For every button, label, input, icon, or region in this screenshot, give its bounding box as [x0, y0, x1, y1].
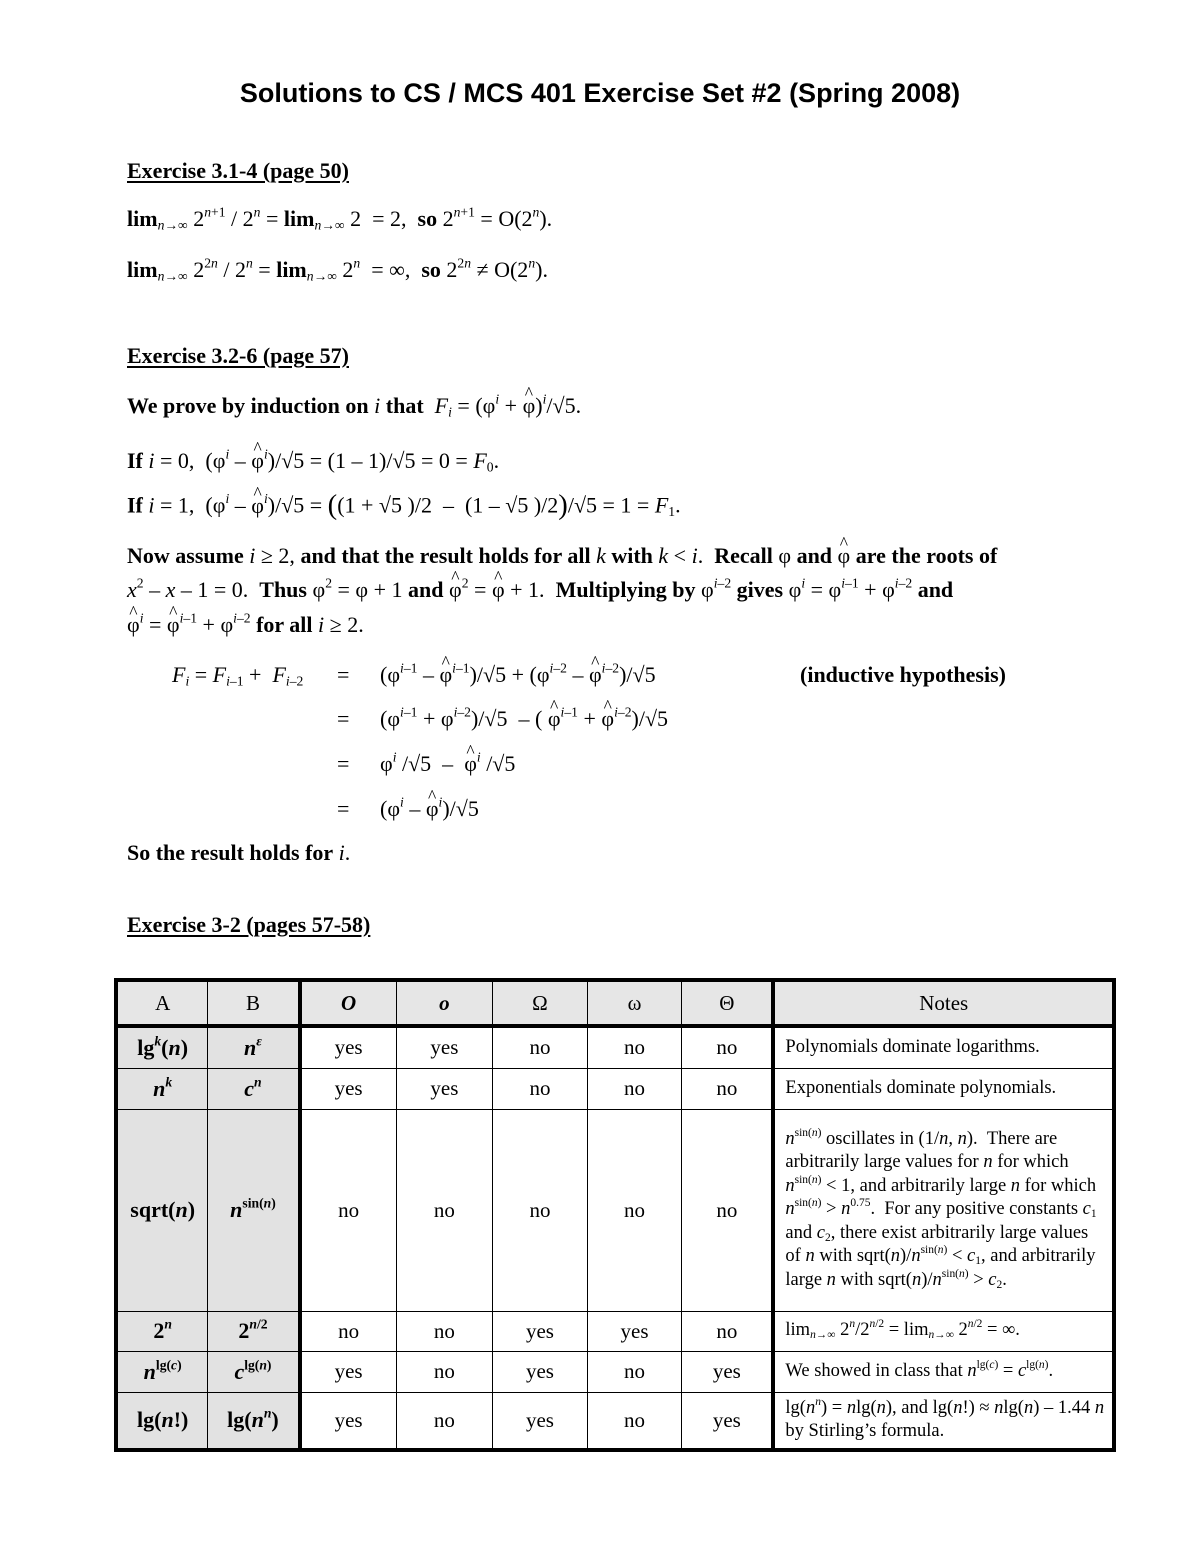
- col-theta-header: Θ: [682, 980, 774, 1026]
- col-b-header: B: [208, 980, 300, 1026]
- cell-b: $n^{sin(n)}$: [208, 1109, 300, 1311]
- exercise-3-2-6-heading: Exercise 3.2-6 (page 57): [127, 343, 349, 368]
- table-row: [116, 1026, 1114, 1068]
- derivation-step-1: ($\varphi^{i-1}$ – ^ $\varphi^{i-1})/√5 + (\varphi^{i-2}$ – ^ $\varphi^{i-2})/√5$: [380, 662, 656, 688]
- limit-equation-2: $\lim_{n\to\infty} 2^{2n} / 2^n = \lim_{n\to\infty} 2^n$ = ∞, so $2^{2n} \ne O(2^n)$.: [127, 255, 548, 284]
- cell-little-o: no: [396, 1311, 493, 1351]
- cell-little-o: no: [396, 1351, 493, 1392]
- cell-a: lg(n!): [116, 1392, 208, 1450]
- cell-theta: no: [682, 1109, 774, 1311]
- cell-theta: no: [682, 1068, 774, 1109]
- cell-big-omega: no: [493, 1068, 588, 1109]
- conclusion: So the result holds for i.: [127, 840, 351, 865]
- cell-big-omega: yes: [493, 1311, 588, 1351]
- cell-note: $\lg(n^n) = nlg(n)$, and lg(n!) ≈ nlg(n) – 1.44 n by Stirling’s formula.: [773, 1392, 1114, 1450]
- cell-a: sqrt(n): [116, 1109, 208, 1311]
- derivation-eq-3: =: [337, 751, 350, 776]
- cell-little-omega: no: [587, 1351, 682, 1392]
- limit-equation-1: $\lim_{n\to\infty} 2^{n+1} / 2^n = \lim_{n\to\infty} 2 = 2$, so $2^{n+1} = O(2^n)$.: [127, 204, 553, 233]
- cell-note: $\lim_{n\to\infty} 2^n/2^{n/2} = \lim_{n\to\infty} 2^{n/2}$ = ∞.: [773, 1311, 1114, 1351]
- cell-note: $n^{sin(n)}$ oscillates in (1/n, n). There are arbitrarily large values for n for which $n^{sin(n)} < 1$, and arbitrarily large n for which $n^{sin(n)} > n^{0.75}$. For any positive constants $c_1$ and $c_2$, there exist arbitrarily large values of n with $sqrt(n)/n^{sin(n)} < c_1$, and arbitrarily large n with $sqrt(n)/n^{sin(n)} > c_2$.: [773, 1109, 1114, 1311]
- cell-theta: yes: [682, 1351, 774, 1392]
- exercise-3-2-heading: Exercise 3-2 (pages 57-58): [127, 912, 371, 937]
- cell-big-o: yes: [300, 1351, 397, 1392]
- conclusion-text: So the result holds for: [127, 840, 334, 865]
- derivation-step-3: $\varphi^i$ /√5 – ^ $\varphi^i$ /√5: [380, 751, 515, 777]
- table-row: [116, 1068, 1114, 1109]
- col-notes-header: Notes: [773, 980, 1114, 1026]
- derivation-step-2: $(\varphi^{i-1} + \varphi^{i-2})/√5$ – ( ^ $\varphi^{i-1}$ + ^ $\varphi^{i-2})/√5$: [380, 706, 668, 732]
- cell-little-omega: no: [587, 1068, 682, 1109]
- col-little-o-label: o: [439, 990, 450, 1015]
- cell-b: $c^n$: [208, 1068, 300, 1109]
- cell-a: $n^k$: [116, 1068, 208, 1109]
- cell-big-o: no: [300, 1109, 397, 1311]
- cell-a: $n^{lg(c)}$: [116, 1351, 208, 1392]
- cell-theta: yes: [682, 1392, 774, 1450]
- table-row: [116, 1311, 1114, 1351]
- col-a-header: A: [116, 980, 208, 1026]
- cell-a: 2$^n$: [116, 1311, 208, 1351]
- cell-a: $\lg^k(n)$: [116, 1026, 208, 1068]
- col-big-o-label: O: [341, 990, 357, 1015]
- cell-note: Polynomials dominate logarithms.: [773, 1026, 1114, 1068]
- page-title: Solutions to CS / MCS 401 Exercise Set #2 (Spring 2008): [239, 78, 961, 108]
- cell-b: $n^\varepsilon$: [208, 1026, 300, 1068]
- cell-big-o: yes: [300, 1068, 397, 1109]
- assume-line-2: $x^2 - x - 1 = 0$. Thus $\varphi^2 = \varphi + 1$ and ^ $\varphi^2$ = ^ φ + 1. Multiplying by $\varphi^{i-2}$ gives $\varphi^i = \varphi^{i-1} + \varphi^{i-2}$ and: [127, 577, 953, 603]
- base-case-1: If i = 1, ($\varphi^i$ – ^ $\varphi^i)/√5 = ((1 + √5$ )/2 – (1 – √5 )$/2)/√5 = 1 = F_1$.: [127, 490, 681, 522]
- derivation-step-4: ($\varphi^i$ – ^ $\varphi^i)/√5$: [380, 796, 479, 822]
- derivation-eq-1: =: [337, 662, 350, 687]
- col-big-o-header: [300, 980, 397, 1026]
- cell-theta: no: [682, 1026, 774, 1068]
- cell-little-o: yes: [396, 1026, 493, 1068]
- cell-big-o: yes: [300, 1392, 397, 1450]
- derivation-lhs: $F_i = F_{i-1} + F_{i-2}$: [172, 662, 304, 689]
- cell-little-o: yes: [396, 1068, 493, 1109]
- induction-claim: We prove by induction on i that $F_i = (\varphi^i$ + ^ φ)$^i$/√5.: [127, 393, 581, 419]
- cell-big-omega: yes: [493, 1392, 588, 1450]
- cell-theta: no: [682, 1311, 774, 1351]
- table-row: [116, 1109, 1114, 1311]
- cell-b: $2^{n/2}$: [208, 1311, 300, 1351]
- derivation-eq-4: =: [337, 796, 350, 821]
- cell-b: $c^{lg(n)}$: [208, 1351, 300, 1392]
- table-header-row: [116, 980, 1114, 1026]
- table-row: [116, 1351, 1114, 1392]
- assume-line-1: Now assume i ≥ 2, and that the result holds for all k with k < i. Recall φ and ^ φ are the roots of: [127, 543, 997, 569]
- assume-line-3: ^ $\varphi^i$ = ^ $\varphi^{i-1} + \varphi^{i-2}$ for all i ≥ 2.: [127, 612, 364, 638]
- base-case-0: If i = 0, ($\varphi^i$ – ^ $\varphi^i)/√5 = (1 - 1)/√5 = 0 = F_0$.: [127, 448, 499, 474]
- cell-big-omega: no: [493, 1109, 588, 1311]
- table-row: [116, 1392, 1114, 1450]
- cell-little-omega: yes: [587, 1311, 682, 1351]
- cell-big-omega: no: [493, 1026, 588, 1068]
- exercise-3-1-4-heading: Exercise 3.1-4 (page 50): [127, 158, 349, 183]
- derivation-eq-2: =: [337, 706, 350, 731]
- col-little-o-header: [396, 980, 493, 1026]
- cell-big-omega: yes: [493, 1351, 588, 1392]
- cell-note: We showed in class that $n^{lg(c)} = c^{lg(n)}$.: [773, 1351, 1114, 1392]
- cell-little-o: no: [396, 1392, 493, 1450]
- cell-little-omega: no: [587, 1109, 682, 1311]
- col-little-omega-header: ω: [587, 980, 682, 1026]
- cell-note: Exponentials dominate polynomials.: [773, 1068, 1114, 1109]
- cell-little-omega: no: [587, 1392, 682, 1450]
- cell-little-omega: no: [587, 1026, 682, 1068]
- asymptotic-table: [114, 978, 1116, 1452]
- cell-big-o: no: [300, 1311, 397, 1351]
- inductive-hypothesis-note: (inductive hypothesis): [800, 662, 1006, 687]
- cell-b: $\lg(n^n)$: [208, 1392, 300, 1450]
- cell-big-o: yes: [300, 1026, 397, 1068]
- col-big-omega-header: Ω: [493, 980, 588, 1026]
- cell-little-o: no: [396, 1109, 493, 1311]
